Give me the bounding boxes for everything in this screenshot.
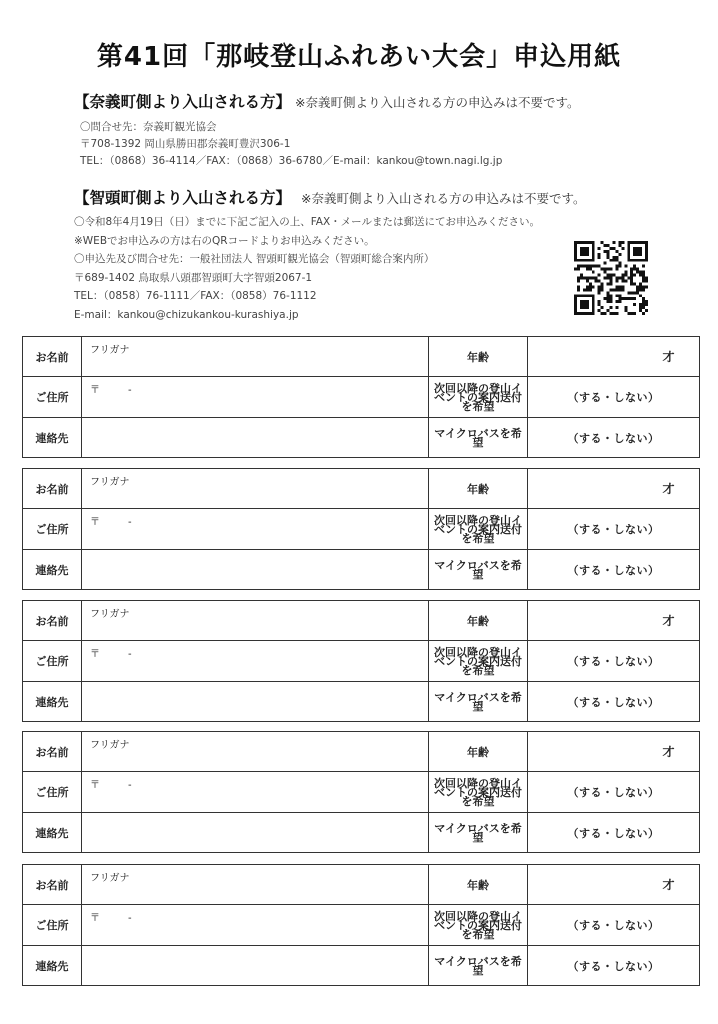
contact-field[interactable] [82,813,429,853]
name-field[interactable] [82,865,429,905]
entry-form [22,468,700,590]
address-label: ご住所 [23,905,82,946]
microbus-choice[interactable]: （する・しない） [528,813,700,853]
contact-label: 連絡先 [23,813,82,853]
zip-code [90,776,132,791]
zip-mark: 〒 [90,385,100,396]
event-info-choice[interactable]: （する・しない） [528,905,700,946]
info-line: TEL：（0868）36-4114／FAX：（0868）36-6780／E-mail：kankou@town.nagi.lg.jp [80,155,503,167]
entry-form [22,731,700,853]
address-field[interactable] [82,905,429,946]
age-label: 年齢 [429,469,528,509]
name-label: お名前 [23,601,82,641]
name-label: お名前 [23,732,82,772]
event-info-choice[interactable]: （する・しない） [528,377,700,418]
name-field[interactable] [82,469,429,509]
zip-code [90,909,132,924]
event-info-choice[interactable]: （する・しない） [528,641,700,682]
zip-code [90,513,132,528]
section-heading-text: 【智頭町側より入山される方】 [74,189,292,207]
event-info-label: 次回以降の登山イベントの案内送付を希望 [429,905,528,946]
microbus-label: マイクロバスを希望 [429,550,528,590]
zip-mark: 〒 [90,517,100,528]
section-heading-nagi [74,90,580,112]
event-info-choice[interactable]: （する・しない） [528,772,700,813]
age-unit: 才 [662,878,675,892]
age-label: 年齢 [429,732,528,772]
microbus-label: マイクロバスを希望 [429,418,528,458]
zip-code [90,381,132,396]
age-label: 年齢 [429,865,528,905]
entry-form [22,336,700,458]
microbus-label: マイクロバスを希望 [429,946,528,986]
section-note: ※奈義町側より入山される方の申込みは不要です。 [301,191,586,206]
age-unit: 才 [662,745,675,759]
age-unit: 才 [662,350,675,364]
entry-form [22,864,700,986]
zip-dash: - [128,649,132,660]
contact-label: 連絡先 [23,550,82,590]
address-field[interactable] [82,772,429,813]
info-line: ※WEBでお申込みの方は右のQRコードよりお申込みください。 [74,234,375,247]
info-line: 〇申込先及び問合せ先：一般社団法人 智頭町観光協会（智頭町総合案内所） [74,253,435,265]
info-line: 〒689-1402 鳥取県八頭郡智頭町大字智頭2067-1 [74,271,313,284]
event-info-label: 次回以降の登山イベントの案内送付を希望 [429,641,528,682]
qr-code-icon[interactable] [574,241,648,315]
contact-field[interactable] [82,418,429,458]
furigana-label: フリガナ [90,740,130,751]
name-label: お名前 [23,469,82,509]
event-info-label: 次回以降の登山イベントの案内送付を希望 [429,377,528,418]
zip-code [90,645,132,660]
contact-field[interactable] [82,946,429,986]
page-title: 第41回「那岐登山ふれあい大会」申込用紙 [96,42,622,72]
address-label: ご住所 [23,377,82,418]
info-line: E-mail：kankou@chizukankou-kurashiya.jp [74,308,299,321]
event-info-choice[interactable]: （する・しない） [528,509,700,550]
age-label: 年齢 [429,601,528,641]
zip-dash: - [128,913,132,924]
microbus-choice[interactable]: （する・しない） [528,682,700,722]
age-unit: 才 [662,614,675,628]
info-line: 〇令和8年4月19日（日）までに下記ご記入の上、FAX・メールまたは郵送にてお申込みください。 [74,216,540,228]
microbus-choice[interactable]: （する・しない） [528,550,700,590]
address-field[interactable] [82,509,429,550]
zip-mark: 〒 [90,649,100,660]
zip-mark: 〒 [90,780,100,791]
age-label: 年齢 [429,337,528,377]
furigana-label: フリガナ [90,873,130,884]
zip-dash: - [128,517,132,528]
entry-form [22,600,700,722]
section-heading-chizu [74,186,586,208]
contact-field[interactable] [82,682,429,722]
age-field[interactable] [528,337,700,377]
furigana-label: フリガナ [90,609,130,620]
info-line: TEL：（0858）76-1111／FAX：（0858）76-1112 [74,290,317,302]
address-field[interactable] [82,377,429,418]
info-line: 〒708-1392 岡山県勝田郡奈義町豊沢306-1 [80,138,291,150]
address-label: ご住所 [23,772,82,813]
age-field[interactable] [528,732,700,772]
address-label: ご住所 [23,509,82,550]
name-label: お名前 [23,865,82,905]
zip-mark: 〒 [90,913,100,924]
name-label: お名前 [23,337,82,377]
name-field[interactable] [82,732,429,772]
microbus-label: マイクロバスを希望 [429,682,528,722]
contact-label: 連絡先 [23,946,82,986]
zip-dash: - [128,780,132,791]
microbus-choice[interactable]: （する・しない） [528,418,700,458]
address-label: ご住所 [23,641,82,682]
microbus-label: マイクロバスを希望 [429,813,528,853]
age-field[interactable] [528,601,700,641]
info-line: 〇問合せ先：奈義町観光協会 [80,121,217,133]
contact-label: 連絡先 [23,682,82,722]
age-field[interactable] [528,865,700,905]
contact-info-nagi [80,119,502,170]
event-info-label: 次回以降の登山イベントの案内送付を希望 [429,772,528,813]
furigana-label: フリガナ [90,477,130,488]
furigana-label: フリガナ [90,345,130,356]
section-heading-text: 【奈義町側より入山される方】 [74,93,292,111]
contact-field[interactable] [82,550,429,590]
section-note: ※奈義町側より入山される方の申込みは不要です。 [295,95,580,110]
zip-dash: - [128,385,132,396]
contact-label: 連絡先 [23,418,82,458]
contact-info-chizu [74,213,540,324]
name-field[interactable] [82,337,429,377]
name-field[interactable] [82,601,429,641]
age-unit: 才 [662,482,675,496]
age-field[interactable] [528,469,700,509]
event-info-label: 次回以降の登山イベントの案内送付を希望 [429,509,528,550]
microbus-choice[interactable]: （する・しない） [528,946,700,986]
address-field[interactable] [82,641,429,682]
